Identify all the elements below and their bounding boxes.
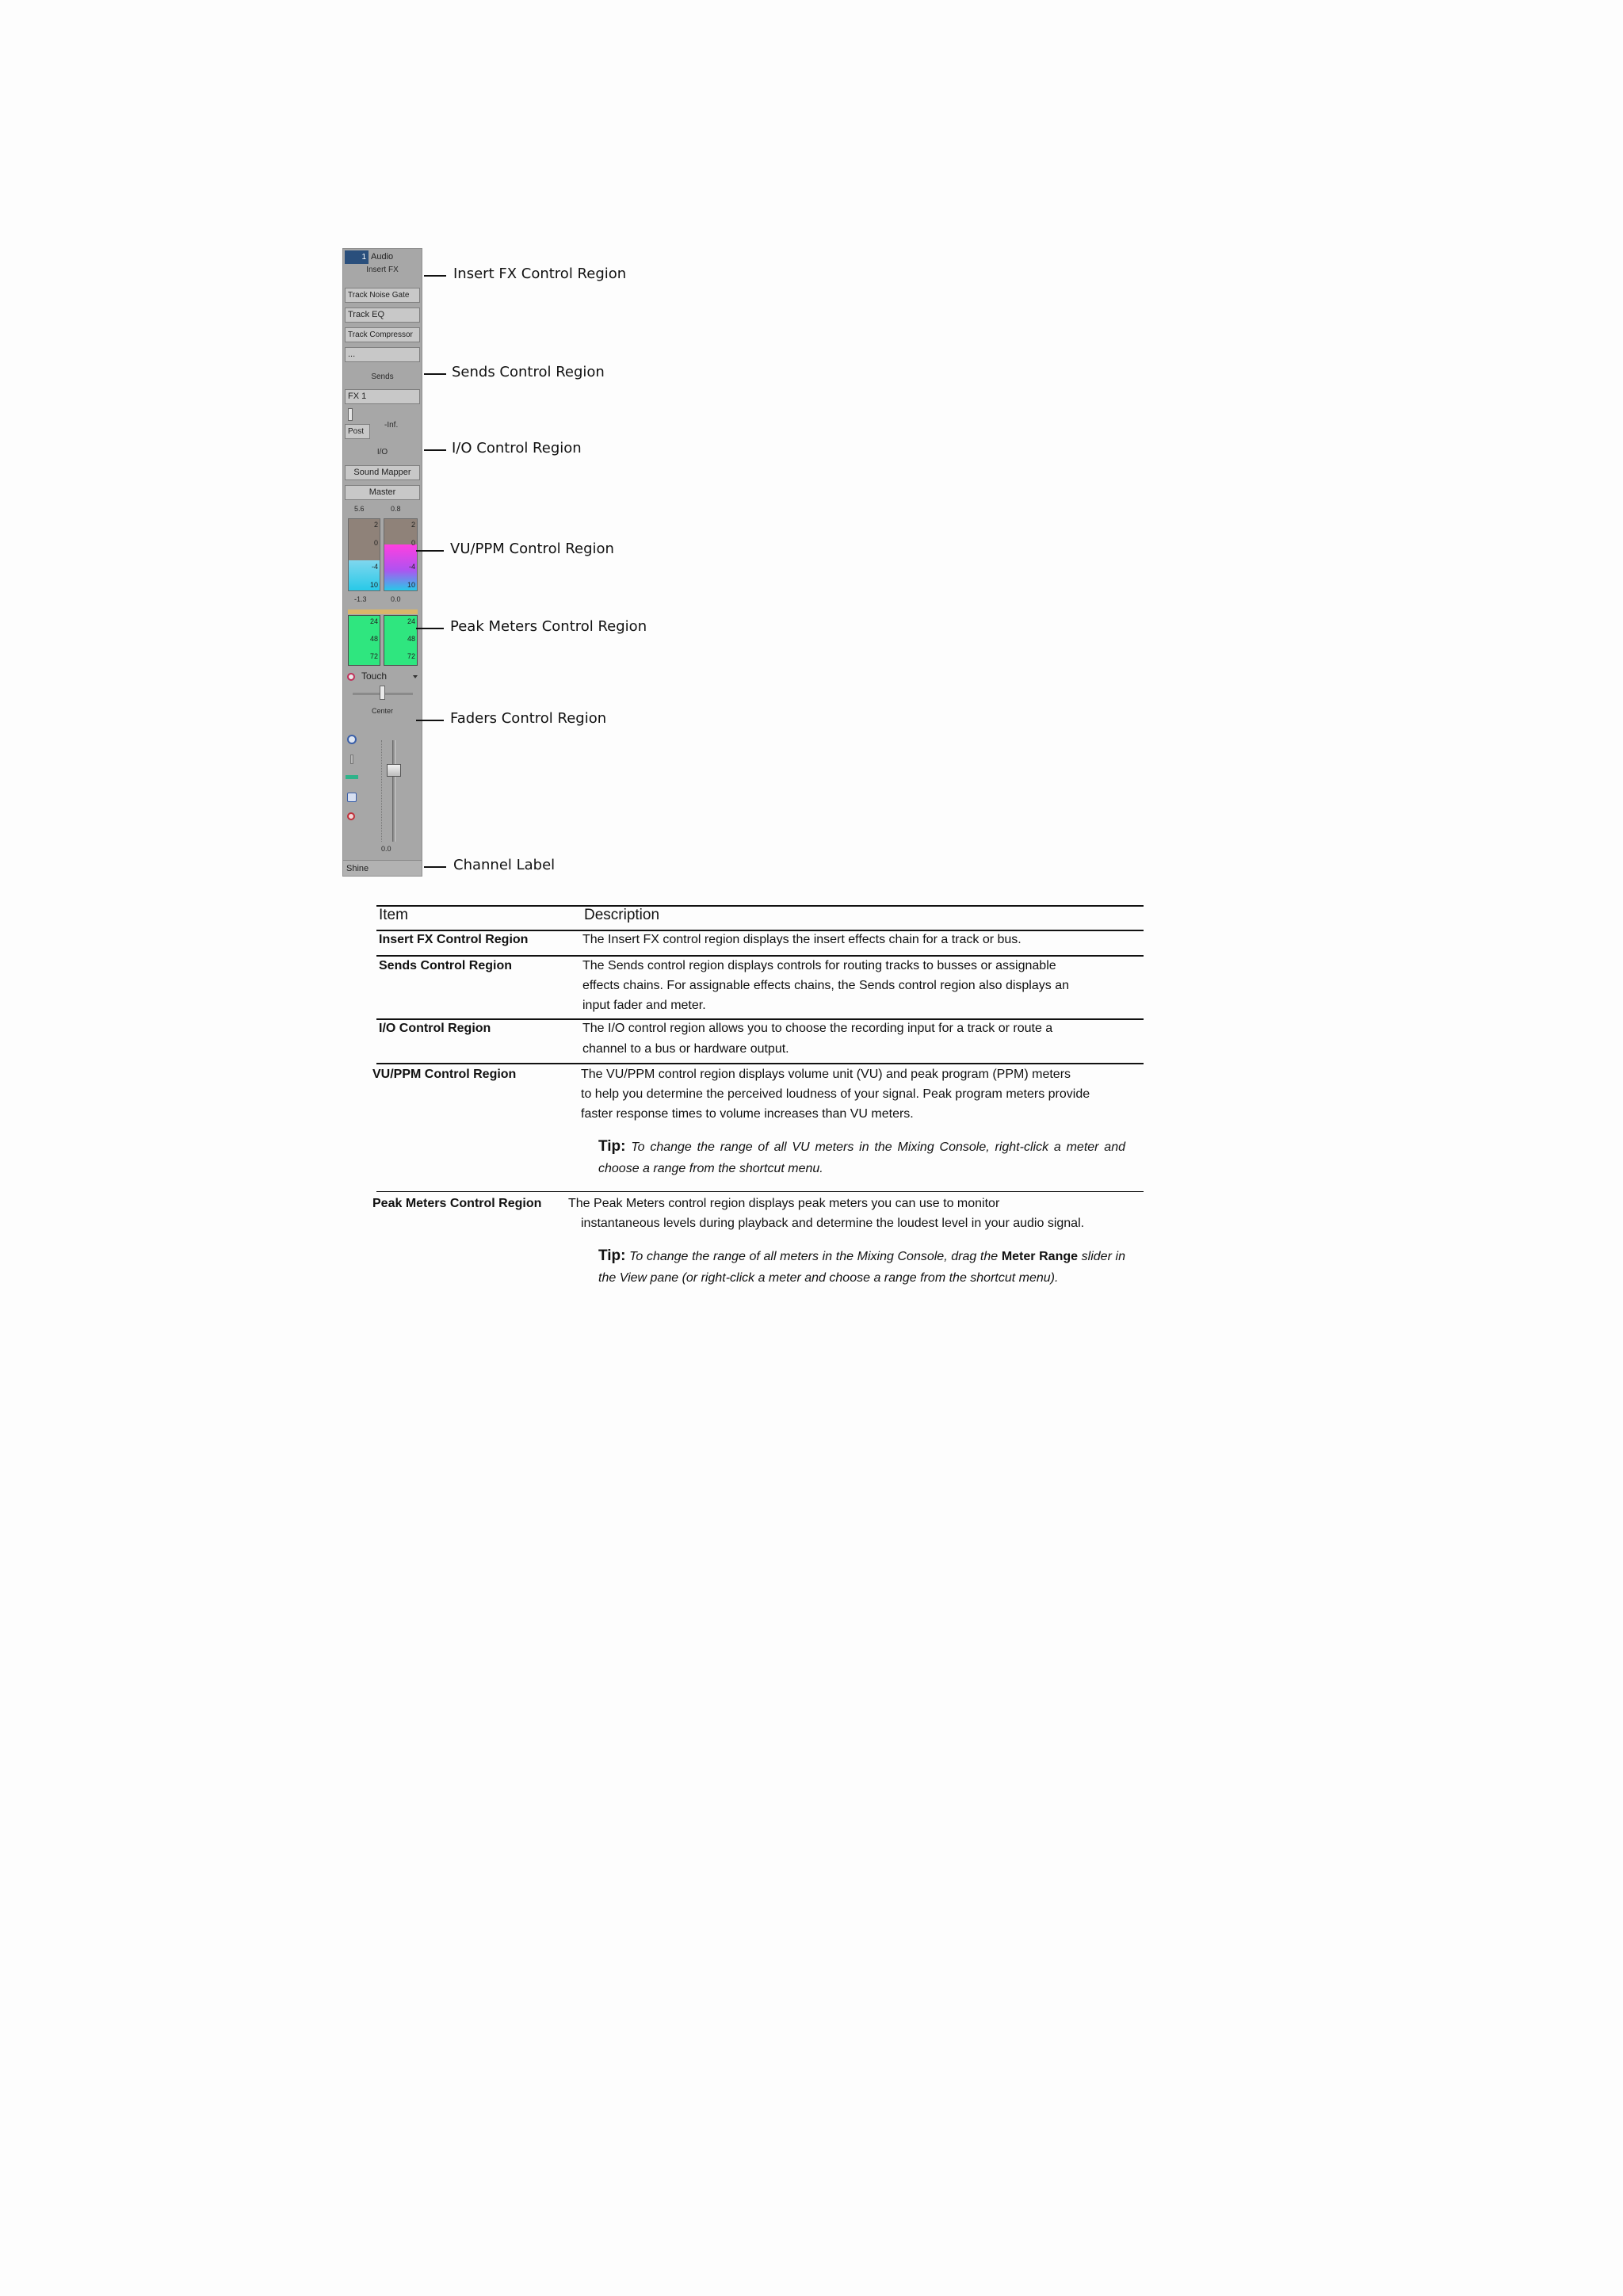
table-row-desc: The I/O control region allows you to choose the recording input for a track or route a bbox=[582, 1022, 1053, 1035]
table-row-rule bbox=[376, 1191, 1144, 1192]
peak-meter-left[interactable] bbox=[348, 615, 380, 666]
peak-tick-48-r: 48 bbox=[407, 635, 415, 643]
callout-line-io bbox=[424, 449, 446, 451]
channel-label[interactable]: Shine bbox=[343, 860, 422, 876]
solo-icon[interactable] bbox=[346, 775, 358, 779]
callout-io: I/O Control Region bbox=[452, 440, 582, 457]
fader-track[interactable] bbox=[392, 740, 395, 842]
table-top-rule bbox=[376, 905, 1144, 907]
sends-header: Sends bbox=[371, 372, 394, 381]
io-input-button[interactable]: Sound Mapper bbox=[345, 465, 420, 480]
table-row-desc: input fader and meter. bbox=[582, 999, 706, 1012]
table-row-item: Insert FX Control Region bbox=[379, 933, 529, 946]
vu-readout-right: 0.8 bbox=[391, 505, 401, 513]
mixer-channel-strip bbox=[342, 248, 422, 877]
io-output-button[interactable]: Master bbox=[345, 485, 420, 500]
fader-handle[interactable] bbox=[387, 764, 401, 777]
table-row-item: Peak Meters Control Region bbox=[372, 1197, 542, 1210]
peak-meter-right[interactable] bbox=[384, 615, 418, 666]
tip-text-after: slider in the View pane (or right-click a meter and choose a range from the shortcut menu). bbox=[598, 1250, 1125, 1285]
callout-line-channel-label bbox=[424, 866, 446, 868]
table-row-item: I/O Control Region bbox=[379, 1022, 491, 1035]
peak-tick-24-r: 24 bbox=[407, 617, 415, 625]
table-header-description: Description bbox=[584, 907, 660, 923]
send-level-slider[interactable] bbox=[348, 408, 353, 421]
tip-label: Tip: bbox=[598, 1247, 626, 1264]
callout-insert-fx: Insert FX Control Region bbox=[453, 266, 627, 282]
chevron-down-icon[interactable] bbox=[413, 675, 418, 678]
io-header: I/O bbox=[376, 448, 388, 457]
fx-slot-eq[interactable]: Track EQ bbox=[345, 308, 420, 323]
send-mode-button[interactable]: Post bbox=[345, 424, 370, 439]
send-level-readout: -Inf. bbox=[384, 421, 399, 430]
fx-slot-noise-gate[interactable]: Track Noise Gate bbox=[345, 288, 420, 303]
insert-fx-header: Insert FX bbox=[366, 266, 399, 274]
vu-tick-10: 10 bbox=[369, 581, 378, 589]
vu-meter-right[interactable] bbox=[384, 518, 418, 591]
peak-tick-72: 72 bbox=[369, 652, 378, 660]
table-row-desc: to help you determine the perceived loudness of your signal. Peak program meters provide bbox=[581, 1087, 1090, 1101]
table-row-desc: The Insert FX control region displays the insert effects chain for a track or bus. bbox=[582, 933, 1022, 946]
vu-tick-2: 2 bbox=[373, 521, 378, 529]
tip-text-before: To change the range of all meters in the Mixing Console, drag the bbox=[629, 1250, 999, 1263]
vu-tick-0-r: 0 bbox=[411, 539, 415, 547]
send-target-button[interactable]: FX 1 bbox=[345, 389, 420, 404]
tip-text: To change the range of all VU meters in the Mixing Console, right-click a meter and choose a range from the shortcut menu. bbox=[598, 1140, 1125, 1175]
callout-line-peak bbox=[416, 628, 444, 629]
automation-mode[interactable]: Touch bbox=[361, 670, 388, 682]
callout-line-sends bbox=[424, 373, 446, 375]
callout-line-faders bbox=[416, 720, 444, 721]
callout-line-vu bbox=[416, 550, 444, 552]
pan-label: Center bbox=[371, 707, 393, 715]
vu-tick-0: 0 bbox=[373, 539, 378, 547]
callout-vu-ppm: VU/PPM Control Region bbox=[450, 541, 614, 557]
track-number-badge[interactable]: 1 bbox=[345, 250, 369, 264]
table-row-desc: instantaneous levels during playback and determine the loudest level in your audio signal. bbox=[581, 1217, 1085, 1230]
table-header-item: Item bbox=[379, 907, 408, 923]
callout-sends: Sends Control Region bbox=[452, 364, 605, 380]
peak-tick-48: 48 bbox=[369, 635, 378, 643]
fader-scale bbox=[377, 740, 382, 842]
table-row-desc: channel to a bus or hardware output. bbox=[582, 1042, 789, 1056]
vu-tick-10-r: 10 bbox=[407, 581, 415, 589]
track-name[interactable]: Audio bbox=[371, 252, 394, 262]
peak-readout-left: -1.3 bbox=[354, 595, 367, 603]
tip-meter-range bbox=[598, 1245, 1125, 1289]
table-row-desc: faster response times to volume increases than VU meters. bbox=[581, 1107, 914, 1121]
meter-range-term: Meter Range bbox=[1001, 1250, 1079, 1263]
pan-thumb[interactable] bbox=[380, 686, 385, 700]
phase-icon[interactable] bbox=[347, 735, 357, 744]
fx-slot-add[interactable]: ... bbox=[345, 347, 420, 362]
peak-readout-right: 0.0 bbox=[391, 595, 401, 603]
tip-vu-meters bbox=[598, 1136, 1125, 1179]
record-arm-icon[interactable] bbox=[347, 812, 355, 820]
table-row-item: VU/PPM Control Region bbox=[372, 1068, 517, 1081]
callout-peak-meters: Peak Meters Control Region bbox=[450, 618, 647, 635]
table-row-desc: The Sends control region displays controls for routing tracks to busses or assignable bbox=[582, 959, 1056, 972]
peak-tick-72-r: 72 bbox=[407, 652, 415, 660]
fader-value-readout: 0.0 bbox=[381, 845, 391, 853]
vu-tick-minus4-r: -4 bbox=[408, 563, 415, 571]
table-row-desc: effects chains. For assignable effects chains, the Sends control region also displays an bbox=[582, 979, 1069, 992]
tip-label: Tip: bbox=[598, 1138, 626, 1155]
vu-meter-left[interactable] bbox=[348, 518, 380, 591]
table-row-desc: The Peak Meters control region displays peak meters you can use to monitor bbox=[568, 1197, 1000, 1210]
mute-icon[interactable] bbox=[350, 755, 353, 764]
fx-slot-compressor[interactable]: Track Compressor bbox=[345, 327, 420, 342]
table-row-desc: The VU/PPM control region displays volume unit (VU) and peak program (PPM) meters bbox=[581, 1068, 1071, 1081]
callout-channel-label: Channel Label bbox=[453, 857, 556, 873]
pencil-icon[interactable] bbox=[347, 793, 357, 802]
callout-faders: Faders Control Region bbox=[450, 710, 607, 727]
vu-readout-left: 5.6 bbox=[354, 505, 365, 513]
automation-icon[interactable] bbox=[347, 673, 355, 681]
callout-line-insert-fx bbox=[424, 275, 446, 277]
vu-tick-2-r: 2 bbox=[411, 521, 415, 529]
peak-clip-bar bbox=[348, 609, 418, 614]
peak-tick-24: 24 bbox=[369, 617, 378, 625]
table-row-item: Sends Control Region bbox=[379, 959, 512, 972]
vu-tick-minus4: -4 bbox=[371, 563, 378, 571]
